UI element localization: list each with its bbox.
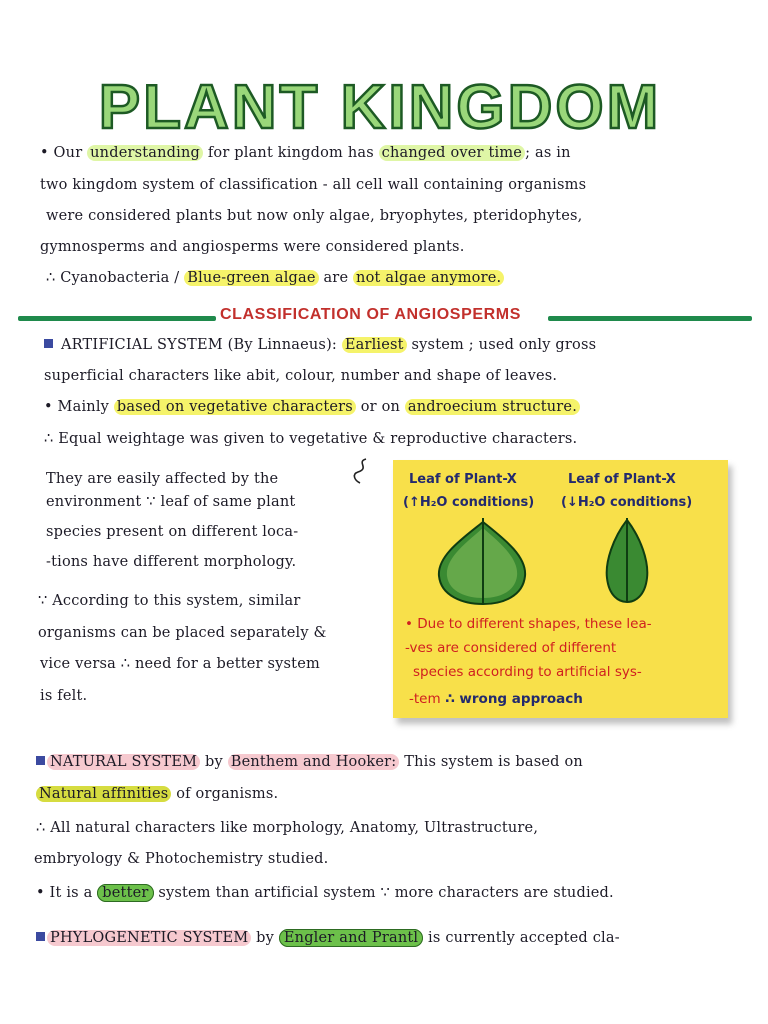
intro-line-3: were considered plants but now only algae, bryophytes, pteridophytes,: [46, 208, 583, 224]
artificial-para-2: environment ∵ leaf of same plant: [46, 494, 296, 510]
artificial-para-1: They are easily affected by the: [46, 471, 279, 487]
highlight-natural-system: NATURAL SYSTEM: [47, 754, 200, 770]
sticky-note: [393, 460, 728, 718]
artificial-line-1: ARTIFICIAL SYSTEM (By Linnaeus): Earliest system ; used only gross: [44, 337, 596, 353]
intro-line-1: • Our understanding for plant kingdom has changed over time ; as in: [40, 145, 571, 161]
highlight-engler-prantl: Engler and Prantl: [279, 929, 423, 947]
leaf2-condition: (↓H₂O conditions): [561, 495, 693, 510]
natural-line-4: embryology & Photochemistry studied.: [34, 851, 329, 867]
artificial-line-3: • Mainly based on vegetative characters or on androecium structure.: [44, 399, 580, 415]
highlight-better: better: [97, 884, 153, 902]
round-leaf-icon: [423, 516, 543, 606]
artificial-para-4: -tions have different morphology.: [46, 554, 297, 570]
note-line-4: -tem ∴ wrong approach: [409, 691, 583, 707]
highlight-phylogenetic-system: PHYLOGENETIC SYSTEM: [47, 930, 251, 946]
highlight-benthem-hooker: Benthem and Hooker:: [228, 754, 400, 770]
note-red-line-2: -ves are considered of different: [405, 640, 617, 656]
square-bullet-icon: [44, 339, 53, 348]
phylo-line-1: PHYLOGENETIC SYSTEM by Engler and Prantl is currently accepted cla-: [36, 930, 620, 946]
highlight-earliest: Earliest: [342, 337, 407, 353]
artificial-line-4: ∴ Equal weightage was given to vegetative & reproductive characters.: [44, 431, 578, 447]
artificial-para-6: organisms can be placed separately &: [38, 625, 327, 641]
narrow-leaf-icon: [597, 516, 657, 606]
natural-line-3: ∴ All natural characters like morphology, Anatomy, Ultrastructure,: [36, 820, 539, 836]
intro-line-5: ∴ Cyanobacteria / Blue-green algae are not algae anymore.: [46, 270, 504, 286]
natural-line-2: Natural affinities of organisms.: [36, 786, 278, 802]
artificial-para-8: is felt.: [40, 688, 88, 704]
arrow-squiggle-icon: [348, 456, 372, 486]
highlight-vegetative-characters: based on vegetative characters: [114, 399, 356, 415]
highlight-androecium: androecium structure.: [405, 399, 580, 415]
leaf1-condition: (↑H₂O conditions): [403, 495, 535, 510]
page-title: [85, 70, 675, 140]
highlight-changed-over-time: changed over time: [379, 145, 525, 161]
highlight-understanding: understanding: [87, 145, 203, 161]
highlight-natural-affinities: Natural affinities: [36, 786, 171, 802]
highlight-blue-green-algae: Blue-green algae: [184, 270, 318, 286]
artificial-para-3: species present on different loca-: [46, 524, 299, 540]
intro-line-4: gymnosperms and angiosperms were considered plants.: [40, 239, 465, 255]
natural-line-5: • It is a better system than artificial system ∵ more characters are studied.: [36, 885, 614, 901]
leaf1-title: Leaf of Plant-X: [409, 472, 517, 487]
note-red-line-1: • Due to different shapes, these lea-: [405, 616, 652, 632]
artificial-line-2: superficial characters like abit, colour, number and shape of leaves.: [44, 368, 558, 384]
highlight-not-algae: not algae anymore.: [353, 270, 504, 286]
page-title-text: PLANT KINGDOM: [98, 73, 662, 140]
section-heading: CLASSIFICATION OF ANGIOSPERMS: [220, 306, 521, 323]
intro-line-2: two kingdom system of classification - all cell wall containing organisms: [40, 177, 587, 193]
note-red-line-3: species according to artificial sys-: [413, 664, 642, 680]
natural-line-1: NATURAL SYSTEM by Benthem and Hooker: This system is based on: [36, 754, 583, 770]
leaf2-title: Leaf of Plant-X: [568, 472, 676, 487]
artificial-para-5: ∵ According to this system, similar: [38, 593, 301, 609]
square-bullet-icon: [36, 932, 45, 941]
square-bullet-icon: [36, 756, 45, 765]
artificial-para-7: vice versa ∴ need for a better system: [40, 656, 320, 672]
